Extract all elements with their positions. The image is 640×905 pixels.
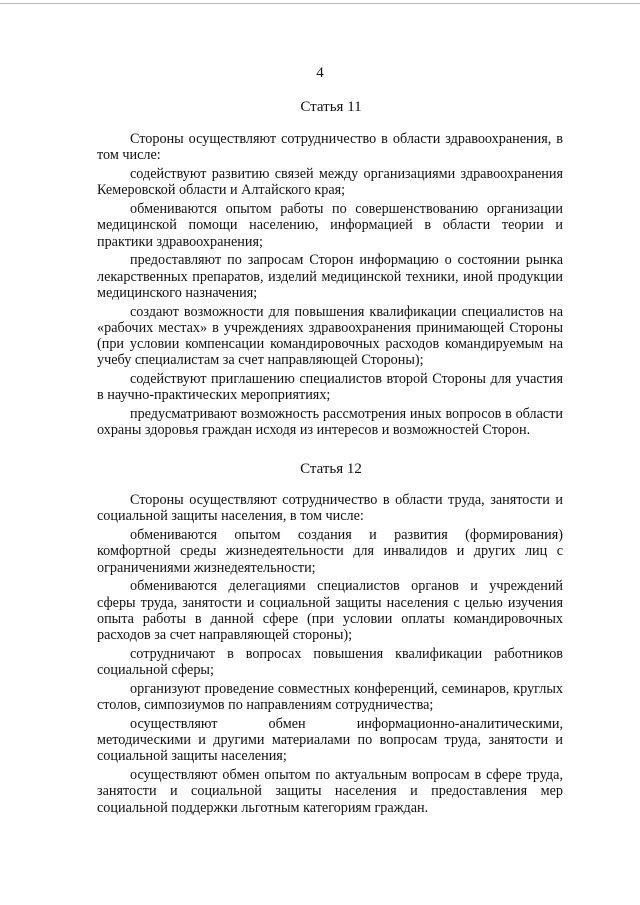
- article-12-paragraph: обмениваются делегациями специалистов органов и учреждений сферы труда, занятости и социальной защиты населения с целью изучения опыта работы в данной сфере (при условии оплаты командировочных расходов за счет направляющей стороны);: [97, 578, 563, 644]
- article-12-paragraph: осуществляют обмен информационно-аналитическими, методическими и другими материалами по вопросам труда, занятости и социальной защиты населения;: [97, 715, 563, 765]
- article-11-paragraph: предусматривают возможность рассмотрения иных вопросов в области охраны здоровья граждан исходя из интересов и возможностей Сторон.: [97, 406, 563, 439]
- article-11-paragraph: обмениваются опытом работы по совершенствованию организации медицинской помощи населению, информацией в области теории и практики здравоохранения;: [97, 200, 563, 250]
- article-11-paragraph: содействуют приглашению специалистов второй Стороны для участия в научно-практических мероприятиях;: [97, 371, 563, 404]
- page-number: 4: [316, 65, 324, 81]
- article-12-paragraph: Стороны осуществляют сотрудничество в области труда, занятости и социальной защиты населения, в том числе:: [97, 492, 563, 525]
- article-11-body: [97, 131, 563, 441]
- article-12-heading: Статья 12: [300, 461, 362, 477]
- article-12-paragraph: организуют проведение совместных конференций, семинаров, круглых столов, симпозиумов по направлениям сотрудничества;: [97, 680, 563, 714]
- article-11-paragraph: Стороны осуществляют сотрудничество в области здравоохранения, в том числе:: [97, 131, 563, 164]
- article-11-paragraph: создают возможности для повышения квалификации специалистов на «рабочих местах» в учреждениях здравоохранения принимающей Стороны (при условии компенсации командировочных расходов командируемым на учебу специалистам за счет направляющей Стороны);: [97, 303, 563, 369]
- article-12-paragraph: осуществляют обмен опытом по актуальным вопросам в сфере труда, занятости и социальной защиты населения и предоставления мер социальной поддержки льготным категориям граждан.: [97, 767, 563, 816]
- article-11-paragraph: предоставляют по запросам Сторон информацию о состоянии рынка лекарственных препаратов, изделий медицинской техники, иной продукции медицинского назначения;: [97, 252, 563, 301]
- article-11-paragraph: содействуют развитию связей между организациями здравоохранения Кемеровской области и Алтайского края;: [97, 165, 563, 199]
- top-border-line: [0, 3, 640, 4]
- article-12-body: [97, 492, 563, 818]
- article-11-heading: Статья 11: [300, 99, 362, 115]
- article-12-paragraph: обмениваются опытом создания и развития (формирования) комфортной среды жизнедеятельности для инвалидов и других лиц с ограничениями жизнедеятельности;: [97, 526, 563, 576]
- article-12-paragraph: сотрудничают в вопросах повышения квалификации работников социальной сферы;: [97, 645, 563, 679]
